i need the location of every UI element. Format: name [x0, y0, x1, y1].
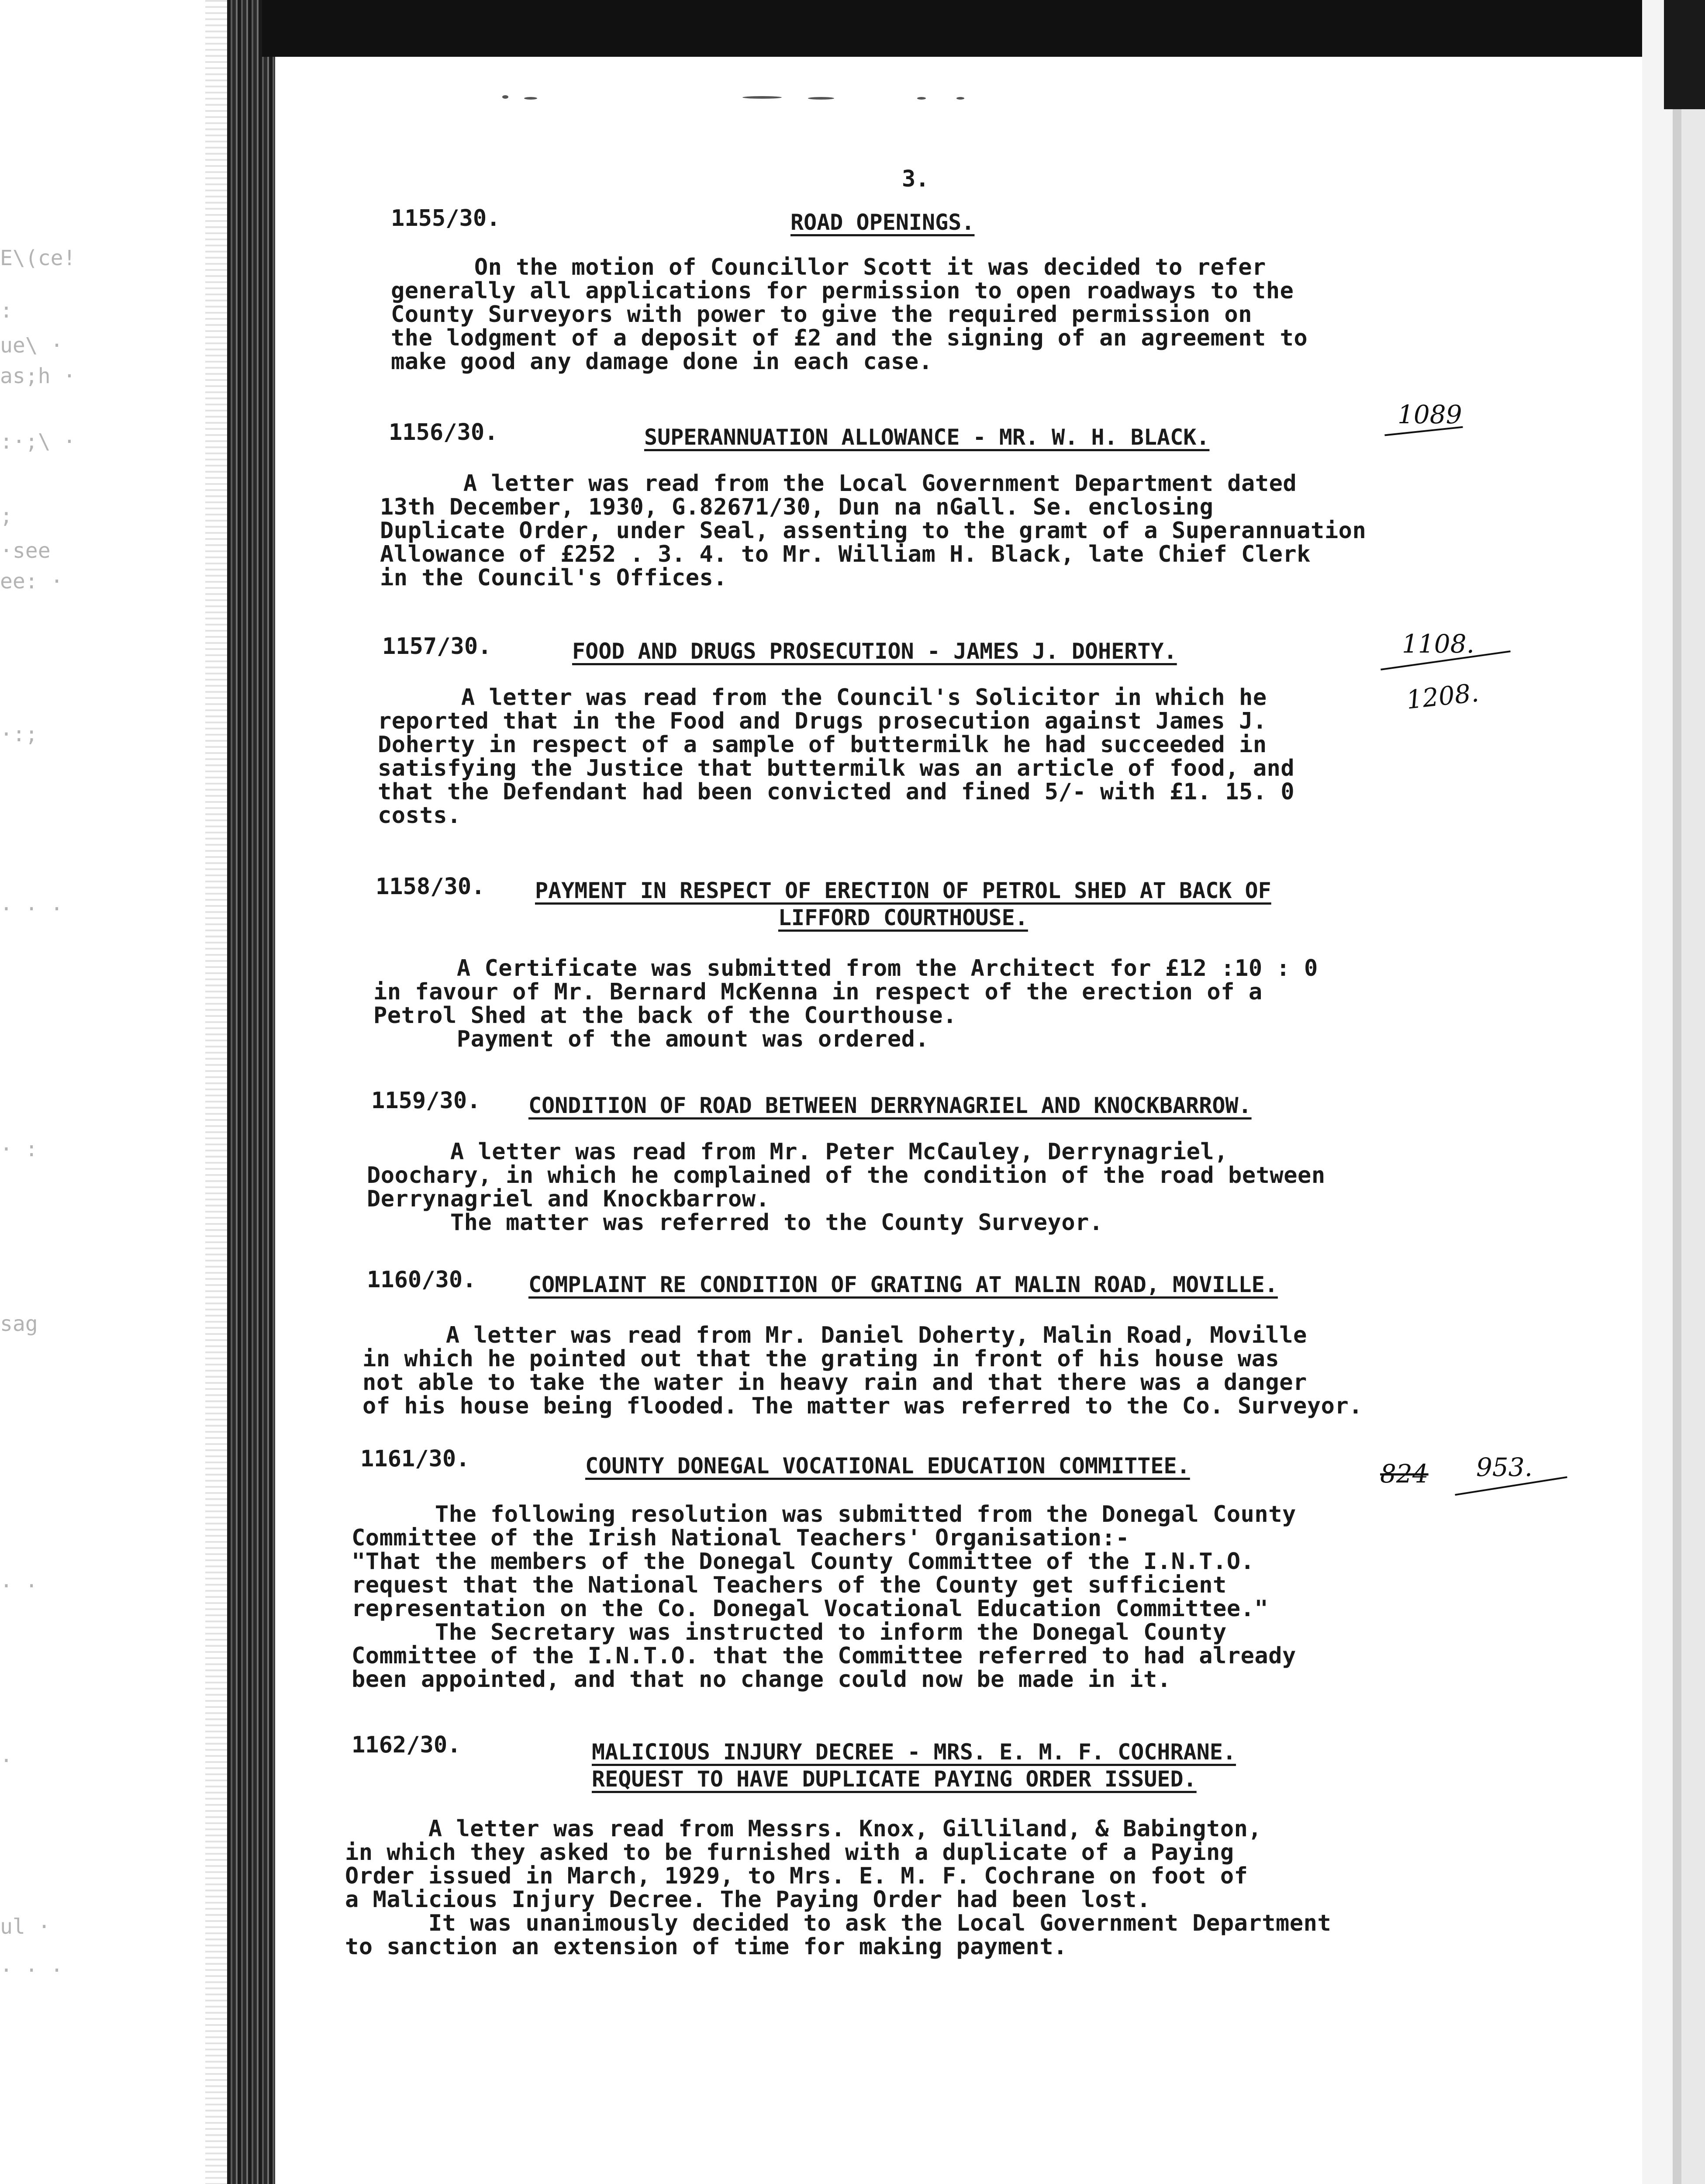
scan-speck	[742, 96, 782, 99]
minute-reference: 1158/30.	[376, 874, 485, 900]
minute-paragraph: A letter was read from Mr. Daniel Doherty, Malin Road, Moville in which he pointed out that the grating in front of his house was not able to take the water in heavy rain and that there was a danger of his house being flooded. The matter was referred to the Co. Surveyor.	[362, 1322, 1363, 1419]
bleed-line: · · ·	[0, 897, 63, 921]
scan-speck	[917, 97, 926, 100]
minute-paragraph: A Certificate was submitted from the Architect for £12 :10 : 0 in favour of Mr. Bernard McKenna in respect of the erection of a Petrol Shed at the back of the Courthouse. Payment of the amount was ordered.	[373, 955, 1318, 1052]
bleed-line: · · ·	[0, 1958, 63, 1983]
minute-heading: COMPLAINT RE CONDITION OF GRATING AT MALIN ROAD, MOVILLE.	[528, 1272, 1278, 1297]
minute-heading: MALICIOUS INJURY DECREE - MRS. E. M. F. COCHRANE. REQUEST TO HAVE DUPLICATE PAYING ORDER ISSUED.	[592, 1739, 1236, 1792]
scan-speck	[502, 95, 508, 99]
bleed-line: ul ·	[0, 1914, 51, 1939]
minute-reference: 1155/30.	[391, 205, 500, 232]
scan-right-edge	[1642, 0, 1705, 2184]
bleed-line: ;	[0, 504, 13, 528]
minute-reference: 1162/30.	[352, 1732, 461, 1758]
scan-speck	[956, 97, 964, 100]
bleed-line: :	[0, 298, 13, 323]
minute-heading: COUNTY DONEGAL VOCATIONAL EDUCATION COMMITTEE.	[585, 1453, 1190, 1479]
bleed-line: · ·	[0, 1574, 38, 1598]
minute-paragraph: A letter was read from Messrs. Knox, Gilliland, & Babington, in which they asked to be furnished with a duplicate of a Paying Order issued in March, 1929, to Mrs. E. M. F. Cochrane on foot of a Malicious Injury Decree. The Paying Order had been lost. It was unanimously decided to ask the Local Government Department to sanction an extension of time for making payment.	[345, 1816, 1332, 1960]
scan-speck	[524, 97, 537, 100]
bleed-line: · :	[0, 1137, 38, 1161]
margin-note: 1089	[1398, 400, 1462, 429]
bleed-line: ue\ ·	[0, 333, 63, 358]
minute-heading: ROAD OPENINGS.	[790, 210, 975, 235]
margin-note-struck: 824	[1380, 1459, 1429, 1489]
minute-reference: 1157/30.	[382, 633, 492, 660]
bleed-line: E\(ce!	[0, 246, 76, 270]
minute-reference: 1156/30.	[389, 419, 498, 446]
minute-reference: 1160/30.	[367, 1267, 476, 1293]
minute-paragraph: A letter was read from the Council's Solicitor in which he reported that in the Food and Drugs prosecution against James J. Doherty in respect of a sample of buttermilk he had succeeded in satisfying the Justice that buttermilk was an article of food, and that the Defendant had been convicted and fined 5/- with £1. 15. 0 costs.	[378, 684, 1295, 829]
minute-paragraph: A letter was read from the Local Government Department dated 13th December, 1930, G.82671/30, Dun na nGall. Se. enclosing Duplicate Order, under Seal, assenting to the gramt of a Superannuation Allowance of £252 . 3. 4. to Mr. William H. Black, late Chief Clerk in the Council's Offices.	[380, 470, 1367, 591]
bleed-line: ·see	[0, 539, 51, 563]
minute-reference: 1159/30.	[371, 1088, 481, 1114]
page-number: 3.	[902, 166, 929, 192]
bleed-line: ·:;	[0, 722, 38, 746]
minute-heading: CONDITION OF ROAD BETWEEN DERRYNAGRIEL AND KNOCKBARROW.	[528, 1093, 1252, 1118]
binding-gutter	[227, 0, 275, 2184]
margin-note: 1108.	[1402, 629, 1475, 659]
minute-heading: PAYMENT IN RESPECT OF ERECTION OF PETROL SHED AT BACK OF LIFFORD COURTHOUSE.	[535, 878, 1271, 930]
minute-heading: FOOD AND DRUGS PROSECUTION - JAMES J. DOHERTY.	[572, 639, 1177, 664]
minute-paragraph: The following resolution was submitted from the Donegal County Committee of the Irish National Teachers' Organisation:- "That the members of the Donegal County Committee of the I.N.T.O. request that the National Teachers of the County get sufficient representation on the Co. Donegal Vocational Education Committee." The Secretary was instructed to inform the Donegal County Committee of the I.N.T.O. that the Committee referred to had already been appointed, and that no change could now be made in it.	[352, 1501, 1296, 1693]
minute-paragraph: A letter was read from Mr. Peter McCauley, Derrynagriel, Doochary, in which he complained of the condition of the road between Derrynagriel and Knockbarrow. The matter was referred to the County Surveyor.	[367, 1139, 1325, 1236]
bleed-line: :·;\ ·	[0, 429, 76, 454]
minute-paragraph: On the motion of Councillor Scott it was decided to refer generally all applications for permission to open roadways to the County Surveyors with power to give the required permission on the lodgment of a deposit of £2 and the signing of an agreement to make good any damage done in each case.	[391, 254, 1308, 375]
bleed-line: sag	[0, 1312, 38, 1336]
scan-top-border	[262, 0, 1705, 57]
minute-reference: 1161/30.	[360, 1446, 470, 1472]
minute-heading: SUPERANNUATION ALLOWANCE - MR. W. H. BLACK.	[644, 425, 1210, 450]
bleed-line: ·	[0, 1749, 13, 1773]
scan-speck	[808, 97, 834, 100]
margin-note: 1208.	[1405, 677, 1481, 715]
margin-note: 953.	[1476, 1452, 1533, 1482]
bleed-line: as;h ·	[0, 364, 76, 388]
bleed-line: ee: ·	[0, 569, 63, 594]
scan-right-corner	[1664, 0, 1705, 109]
